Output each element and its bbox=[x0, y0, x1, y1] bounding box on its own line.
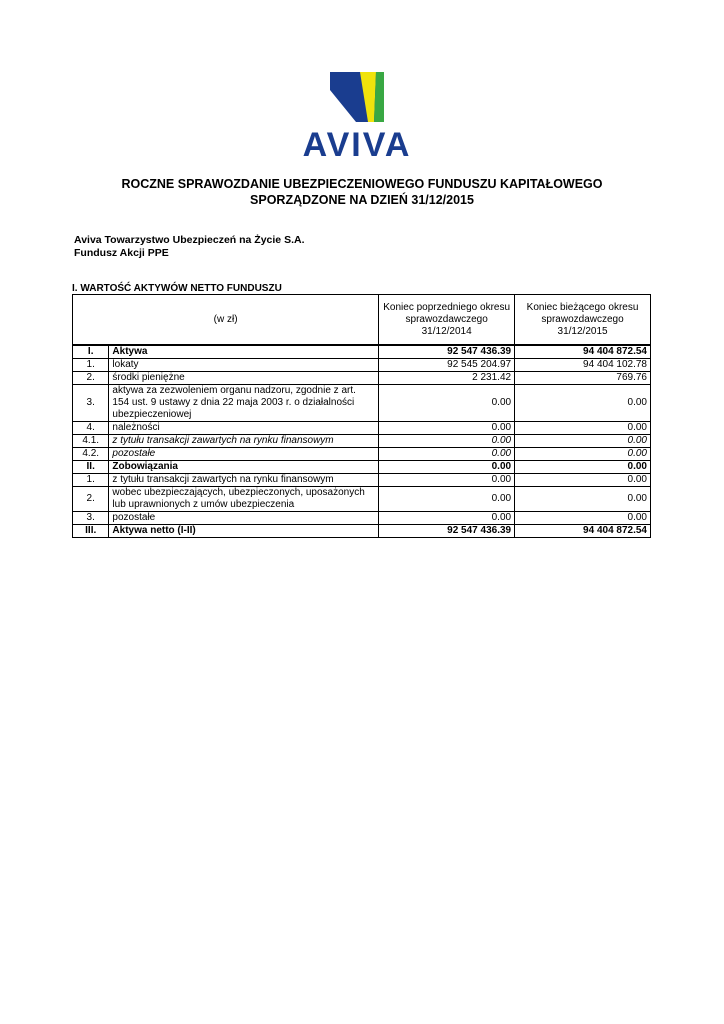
row-curr-value: 0.00 bbox=[515, 487, 651, 512]
net-assets-table bbox=[72, 294, 651, 538]
row-number: 4. bbox=[73, 422, 109, 435]
row-number: 4.1. bbox=[73, 435, 109, 448]
row-number: 2. bbox=[73, 487, 109, 512]
row-prev-value: 0.00 bbox=[379, 474, 515, 487]
table-row bbox=[73, 461, 651, 474]
curr-header-line-2: sprawozdawczego bbox=[541, 313, 624, 325]
row-number: 3. bbox=[73, 512, 109, 525]
table-row bbox=[73, 512, 651, 525]
table-row bbox=[73, 385, 651, 422]
unit-header: (w zł) bbox=[73, 295, 379, 346]
row-prev-value: 92 547 436.39 bbox=[379, 525, 515, 538]
row-description: Aktywa netto (I-II) bbox=[109, 525, 379, 538]
table-row bbox=[73, 525, 651, 538]
row-curr-value: 0.00 bbox=[515, 448, 651, 461]
prev-period-header bbox=[379, 295, 515, 346]
prev-header-line-1: Koniec poprzedniego okresu bbox=[383, 301, 511, 313]
row-number: I. bbox=[73, 345, 109, 359]
row-description: pozostałe bbox=[109, 448, 379, 461]
row-curr-value: 0.00 bbox=[515, 461, 651, 474]
row-number: 1. bbox=[73, 474, 109, 487]
row-prev-value: 0.00 bbox=[379, 512, 515, 525]
row-curr-value: 0.00 bbox=[515, 512, 651, 525]
table-row bbox=[73, 435, 651, 448]
row-description: z tytułu transakcji zawartych na rynku finansowym bbox=[109, 474, 379, 487]
row-description: wobec ubezpieczających, ubezpieczonych, uposażonych lub uprawnionych z umów ubezpieczenia bbox=[109, 487, 379, 512]
curr-period-header bbox=[515, 295, 651, 346]
row-description: z tytułu transakcji zawartych na rynku finansowym bbox=[109, 435, 379, 448]
row-description: należności bbox=[109, 422, 379, 435]
row-prev-value: 0.00 bbox=[379, 422, 515, 435]
row-number: 3. bbox=[73, 385, 109, 422]
row-number: 4.2. bbox=[73, 448, 109, 461]
table-header-row bbox=[73, 295, 651, 346]
row-curr-value: 0.00 bbox=[515, 435, 651, 448]
row-number: II. bbox=[73, 461, 109, 474]
row-prev-value: 0.00 bbox=[379, 461, 515, 474]
report-title-line-1: ROCZNE SPRAWOZDANIE UBEZPIECZENIOWEGO FUNDUSZU KAPITAŁOWEGO bbox=[121, 177, 603, 191]
report-title-line-2: SPORZĄDZONE NA DZIEŃ 31/12/2015 bbox=[250, 193, 474, 207]
section-title: I. WARTOŚĆ AKTYWÓW NETTO FUNDUSZU bbox=[72, 283, 282, 294]
table-row bbox=[73, 448, 651, 461]
aviva-logo-mark-icon bbox=[330, 72, 384, 122]
row-description: Aktywa bbox=[109, 345, 379, 359]
aviva-logo bbox=[290, 72, 424, 164]
prev-header-date: 31/12/2014 bbox=[421, 325, 472, 337]
row-curr-value: 94 404 872.54 bbox=[515, 345, 651, 359]
company-name: Aviva Towarzystwo Ubezpieczeń na Życie S.A. bbox=[74, 234, 305, 246]
row-curr-value: 0.00 bbox=[515, 422, 651, 435]
table-row bbox=[73, 372, 651, 385]
table-row bbox=[73, 422, 651, 435]
row-prev-value: 92 547 436.39 bbox=[379, 345, 515, 359]
row-prev-value: 0.00 bbox=[379, 487, 515, 512]
row-curr-value: 0.00 bbox=[515, 385, 651, 422]
row-number: 2. bbox=[73, 372, 109, 385]
table-row bbox=[73, 487, 651, 512]
row-description: aktywa za zezwoleniem organu nadzoru, zgodnie z art. 154 ust. 9 ustawy z dnia 22 maja 2003 r. o działalności ubezpieczeniowej bbox=[109, 385, 379, 422]
row-curr-value: 94 404 102.78 bbox=[515, 359, 651, 372]
row-description: środki pieniężne bbox=[109, 372, 379, 385]
row-curr-value: 769.76 bbox=[515, 372, 651, 385]
row-description: Zobowiązania bbox=[109, 461, 379, 474]
row-curr-value: 0.00 bbox=[515, 474, 651, 487]
table-row bbox=[73, 474, 651, 487]
row-number: 1. bbox=[73, 359, 109, 372]
table-row bbox=[73, 345, 651, 359]
row-description: lokaty bbox=[109, 359, 379, 372]
row-description: pozostałe bbox=[109, 512, 379, 525]
row-prev-value: 0.00 bbox=[379, 435, 515, 448]
fund-name: Fundusz Akcji PPE bbox=[74, 247, 169, 259]
row-prev-value: 2 231.42 bbox=[379, 372, 515, 385]
table-row bbox=[73, 359, 651, 372]
row-curr-value: 94 404 872.54 bbox=[515, 525, 651, 538]
curr-header-line-1: Koniec bieżącego okresu bbox=[526, 301, 639, 313]
row-prev-value: 0.00 bbox=[379, 385, 515, 422]
row-prev-value: 92 545 204.97 bbox=[379, 359, 515, 372]
row-prev-value: 0.00 bbox=[379, 448, 515, 461]
row-number: III. bbox=[73, 525, 109, 538]
prev-header-line-2: sprawozdawczego bbox=[405, 313, 488, 325]
aviva-logo-wordmark: AVIVA bbox=[302, 126, 412, 164]
curr-header-date: 31/12/2015 bbox=[557, 325, 608, 337]
